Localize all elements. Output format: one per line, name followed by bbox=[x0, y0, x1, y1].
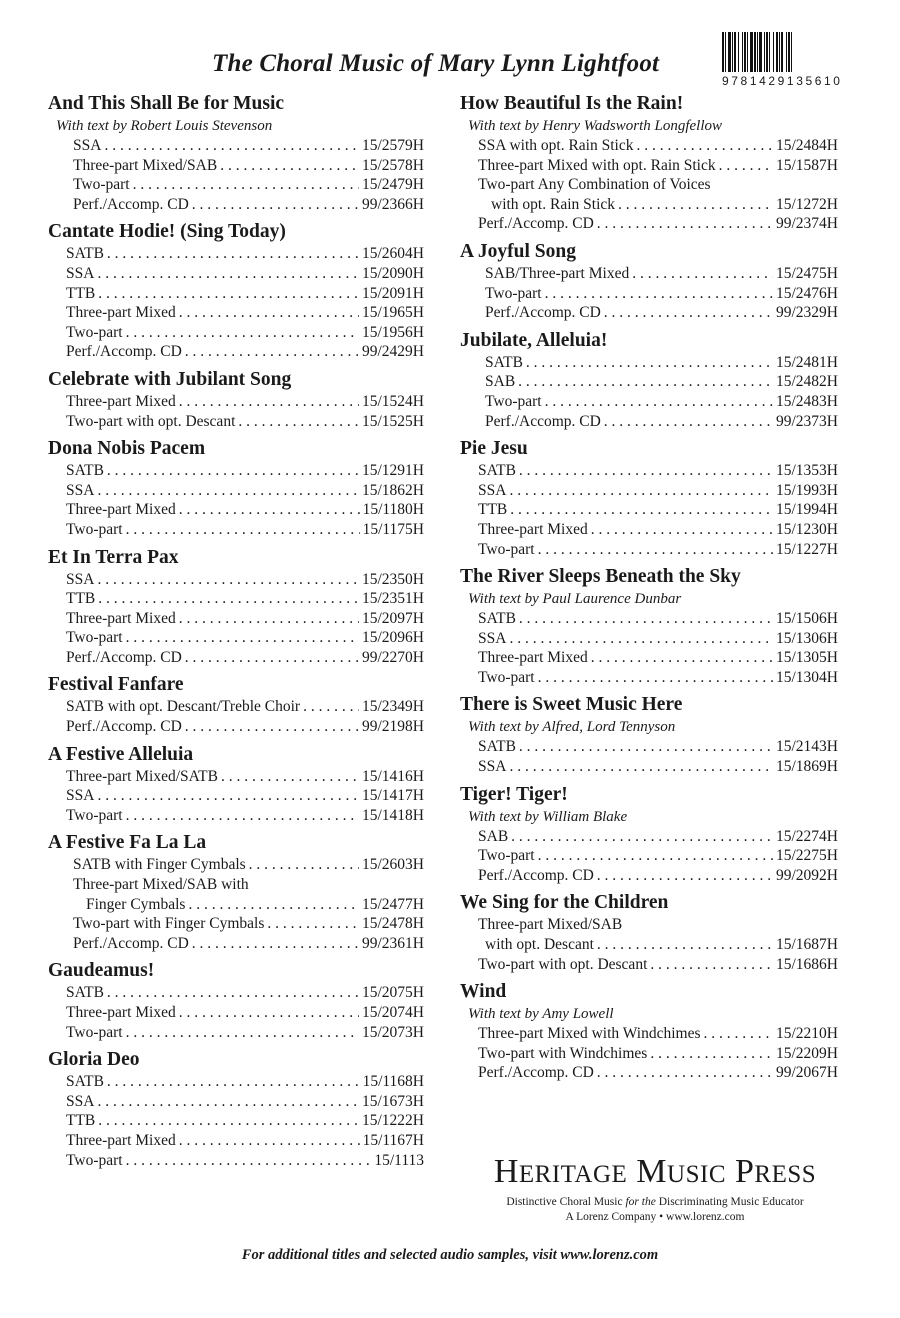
catalog-entry bbox=[460, 284, 838, 304]
catalog-entry bbox=[48, 1131, 424, 1151]
voicing-label: SSA bbox=[478, 629, 507, 647]
voicing-label: Perf./Accomp. CD bbox=[478, 215, 594, 233]
catalog-entry bbox=[48, 195, 424, 215]
catalog-number: 15/1686H bbox=[776, 955, 838, 973]
catalog-number: 15/1305H bbox=[776, 649, 838, 667]
catalog-entry bbox=[460, 520, 838, 540]
catalog-number: 15/1113 bbox=[374, 1151, 424, 1169]
voicing-label: Two-part bbox=[66, 520, 123, 538]
catalog-number: 15/1353H bbox=[776, 462, 838, 480]
voicing-label: SATB bbox=[66, 984, 104, 1002]
section-title: Et In Terra Pax bbox=[48, 546, 179, 568]
catalog-entry bbox=[460, 195, 838, 215]
catalog-entry bbox=[48, 717, 424, 737]
voicing-label: Two-part with opt. Descant bbox=[66, 412, 236, 430]
catalog-number: 15/2578H bbox=[362, 156, 424, 174]
voicing-label: Two-part bbox=[485, 392, 542, 410]
catalog-entry bbox=[48, 1151, 424, 1171]
voicing-label: SAB bbox=[478, 827, 509, 845]
catalog-number: 15/2210H bbox=[776, 1025, 838, 1043]
voicing-label: Two-part bbox=[485, 284, 542, 302]
voicing-label: Three-part Mixed bbox=[66, 609, 176, 627]
catalog-entry bbox=[48, 1003, 424, 1023]
voicing-label: Three-part Mixed bbox=[66, 1004, 176, 1021]
catalog-number: 15/2351H bbox=[362, 590, 424, 608]
catalog-number: 15/1587H bbox=[776, 156, 838, 174]
catalog-entry bbox=[48, 284, 424, 304]
left-column bbox=[48, 92, 424, 1176]
catalog-number: 99/2329H bbox=[776, 304, 838, 322]
voicing-label: TTB bbox=[66, 590, 96, 608]
voicing-label: SATB with Finger Cymbals bbox=[73, 856, 246, 874]
catalog-entry bbox=[48, 1111, 424, 1131]
catalog-number: 99/2092H bbox=[776, 866, 838, 884]
catalog-number: 15/1291H bbox=[362, 462, 424, 480]
catalog-number: 15/2475H bbox=[776, 264, 838, 282]
section-wind bbox=[460, 980, 838, 1083]
section-title: Gloria Deo bbox=[48, 1049, 140, 1071]
voicing-label-line: Three-part Mixed/SAB bbox=[478, 916, 623, 934]
catalog-entry bbox=[48, 914, 424, 934]
catalog-entry bbox=[48, 855, 424, 875]
catalog-entry bbox=[48, 461, 424, 481]
catalog-number: 99/2366H bbox=[362, 195, 424, 213]
catalog-entry bbox=[460, 214, 838, 234]
catalog-number: 15/2275H bbox=[776, 847, 838, 865]
catalog-number: 15/1175H bbox=[362, 520, 424, 538]
catalog-number: 99/2429H bbox=[362, 343, 424, 361]
catalog-entry bbox=[460, 540, 838, 560]
voicing-label: SATB bbox=[478, 610, 516, 628]
section-title: Gaudeamus! bbox=[48, 960, 155, 982]
section-title: How Beautiful Is the Rain! bbox=[460, 93, 684, 114]
voicing-label: SAB/Three-part Mixed bbox=[485, 264, 630, 282]
section-title: A Joyful Song bbox=[460, 240, 576, 262]
voicing-label: SSA bbox=[66, 570, 95, 588]
catalog-number: 15/2349H bbox=[362, 698, 424, 716]
voicing-label: with opt. Rain Stick bbox=[491, 195, 615, 213]
catalog-entry bbox=[48, 1072, 424, 1092]
catalog-entry bbox=[460, 846, 838, 866]
catalog-entry bbox=[48, 412, 424, 432]
section-title: Festival Fanfare bbox=[48, 674, 184, 696]
section-title: We Sing for the Children bbox=[460, 892, 669, 914]
voicing-label: Perf./Accomp. CD bbox=[485, 412, 601, 430]
voicing-label: Two-part bbox=[66, 629, 123, 647]
section-how-beautiful-is-the-rain bbox=[460, 92, 838, 234]
publisher-name: HERITAGE MUSIC PRESS bbox=[493, 1153, 817, 1190]
catalog-number: 15/1180H bbox=[362, 501, 424, 519]
voicing-label: Two-part bbox=[478, 847, 535, 865]
section-gloria-deo bbox=[48, 1048, 424, 1170]
catalog-entry bbox=[460, 303, 838, 323]
catalog-number: 15/2074H bbox=[362, 1004, 424, 1021]
voicing-label: Perf./Accomp. CD bbox=[73, 195, 189, 213]
catalog-number: 15/1965H bbox=[362, 304, 424, 322]
catalog-entry bbox=[460, 136, 838, 156]
catalog-number: 15/1418H bbox=[362, 806, 424, 824]
voicing-label: SSA bbox=[478, 481, 507, 499]
catalog-entry bbox=[460, 609, 838, 629]
voicing-label: Perf./Accomp. CD bbox=[66, 718, 182, 736]
catalog-entry bbox=[460, 1024, 838, 1044]
catalog-number: 15/1167H bbox=[362, 1131, 424, 1149]
voicing-label: SATB bbox=[478, 738, 516, 756]
voicing-label: SSA bbox=[478, 758, 507, 776]
catalog-number: 15/1994H bbox=[776, 501, 838, 519]
catalog-entry bbox=[48, 589, 424, 609]
catalog-number: 15/2482H bbox=[776, 373, 838, 391]
section-subtitle: With text by Henry Wadsworth Longfellow bbox=[468, 118, 723, 134]
catalog-entry bbox=[460, 392, 838, 412]
voicing-label: Three-part Mixed with Windchimes bbox=[478, 1025, 701, 1043]
voicing-label-line: Two-part Any Combination of Voices bbox=[478, 176, 711, 194]
page-title: The Choral Music of Mary Lynn Lightfoot bbox=[212, 50, 660, 77]
section-we-sing-for-the-children bbox=[460, 891, 838, 974]
section-gaudeamus bbox=[48, 959, 424, 1042]
catalog-entry bbox=[460, 1044, 838, 1064]
voicing-label: Perf./Accomp. CD bbox=[66, 648, 182, 666]
section-title: A Festive Fa La La bbox=[48, 832, 207, 854]
catalog-entry bbox=[460, 353, 838, 373]
section-and-this-shall-be-for-music bbox=[48, 92, 424, 214]
catalog-entry bbox=[48, 392, 424, 412]
catalog-entry bbox=[460, 648, 838, 668]
catalog-entry bbox=[460, 668, 838, 688]
catalog-number: 99/2361H bbox=[362, 934, 424, 952]
catalog-number: 15/2075H bbox=[362, 984, 424, 1002]
catalog-entry bbox=[48, 1023, 424, 1043]
section-title: Pie Jesu bbox=[460, 438, 528, 460]
voicing-label: Two-part bbox=[66, 806, 123, 824]
voicing-label: Two-part bbox=[66, 1151, 123, 1169]
catalog-number: 15/1227H bbox=[776, 540, 838, 558]
catalog-entry bbox=[460, 629, 838, 649]
catalog-number: 15/1673H bbox=[362, 1092, 424, 1110]
voicing-label: SATB bbox=[478, 462, 516, 480]
voicing-label: SSA bbox=[66, 1092, 95, 1110]
catalog-number: 15/1862H bbox=[362, 481, 424, 499]
section-there-is-sweet-music-here bbox=[460, 693, 838, 776]
catalog-entry bbox=[48, 342, 424, 362]
catalog-entry bbox=[460, 737, 838, 757]
catalog-number: 15/1417H bbox=[362, 787, 424, 805]
catalog-entry bbox=[48, 136, 424, 156]
section-title: Tiger! Tiger! bbox=[460, 783, 568, 805]
voicing-label: Perf./Accomp. CD bbox=[73, 934, 189, 952]
catalog-number: 15/1525H bbox=[362, 412, 424, 430]
catalog-entry bbox=[48, 934, 424, 954]
catalog-number: 15/1506H bbox=[776, 610, 838, 628]
catalog-entry bbox=[48, 806, 424, 826]
voicing-label: TTB bbox=[478, 501, 508, 519]
catalog-number: 99/2374H bbox=[776, 215, 838, 233]
catalog-number: 15/2274H bbox=[776, 827, 838, 845]
catalog-entry bbox=[48, 156, 424, 176]
voicing-label: Perf./Accomp. CD bbox=[478, 1064, 594, 1082]
catalog-entry bbox=[460, 461, 838, 481]
catalog-entry bbox=[48, 609, 424, 629]
catalog-number: 15/2091H bbox=[362, 284, 424, 302]
catalog-number: 15/2143H bbox=[776, 738, 838, 756]
catalog-number: 15/1416H bbox=[362, 767, 424, 785]
catalog-number: 15/1869H bbox=[776, 758, 838, 776]
voicing-label: Two-part bbox=[73, 176, 130, 194]
catalog-number: 15/1956H bbox=[362, 323, 424, 341]
catalog-entry bbox=[48, 264, 424, 284]
catalog-number: 15/1222H bbox=[362, 1112, 424, 1130]
section-title: Jubilate, Alleluia! bbox=[460, 329, 608, 351]
catalog-entry bbox=[460, 412, 838, 432]
barcode-bars bbox=[722, 32, 852, 72]
catalog-number: 15/2096H bbox=[362, 629, 424, 647]
section-title: There is Sweet Music Here bbox=[460, 694, 683, 716]
catalog-number: 15/2073H bbox=[362, 1023, 424, 1041]
publisher-logo bbox=[490, 1152, 820, 1223]
voicing-label: Two-part bbox=[478, 668, 535, 686]
voicing-label: Two-part bbox=[66, 323, 123, 341]
catalog-entry bbox=[48, 303, 424, 323]
section-title: And This Shall Be for Music bbox=[48, 93, 285, 114]
catalog-entry bbox=[460, 372, 838, 392]
barcode bbox=[722, 32, 852, 88]
section-subtitle: With text by Robert Louis Stevenson bbox=[56, 118, 273, 134]
catalog-number: 15/2090H bbox=[362, 264, 424, 282]
section-et-in-terra-pax bbox=[48, 546, 424, 668]
catalog-number: 15/2481H bbox=[776, 353, 838, 371]
voicing-label: SSA bbox=[66, 481, 95, 499]
catalog-entry bbox=[48, 786, 424, 806]
catalog-entry bbox=[48, 323, 424, 343]
catalog-entry bbox=[48, 648, 424, 668]
catalog-number: 15/2209H bbox=[776, 1044, 838, 1062]
voicing-label: Three-part Mixed/SAB bbox=[73, 156, 218, 174]
publisher-tagline: Distinctive Choral Music for the Discriminating Music Educator bbox=[506, 1196, 804, 1208]
voicing-label: SATB bbox=[66, 1073, 104, 1091]
catalog-entry bbox=[48, 570, 424, 590]
section-cantate-hodie bbox=[48, 220, 424, 362]
catalog-number: 15/2579H bbox=[362, 137, 424, 154]
voicing-label: SAB bbox=[485, 373, 516, 391]
voicing-label: Three-part Mixed with opt. Rain Stick bbox=[478, 156, 716, 174]
catalog-entry bbox=[460, 827, 838, 847]
section-title: A Festive Alleluia bbox=[48, 743, 194, 765]
catalog-entry bbox=[460, 757, 838, 777]
catalog-entry bbox=[48, 481, 424, 501]
voicing-label: SSA bbox=[66, 787, 95, 805]
voicing-label: Two-part with Finger Cymbals bbox=[73, 915, 265, 933]
voicing-label: Three-part Mixed bbox=[66, 1131, 176, 1149]
section-title: The River Sleeps Beneath the Sky bbox=[460, 566, 741, 588]
section-tiger-tiger bbox=[460, 783, 838, 886]
voicing-label: SATB bbox=[66, 462, 104, 480]
catalog-number: 15/2477H bbox=[362, 895, 424, 913]
catalog-number: 15/2479H bbox=[362, 176, 424, 194]
catalog-entry bbox=[48, 244, 424, 264]
voicing-label: Three-part Mixed bbox=[478, 520, 588, 538]
voicing-label: Two-part bbox=[66, 1023, 123, 1041]
catalog-entry bbox=[48, 628, 424, 648]
voicing-label: SATB with opt. Descant/Treble Choir bbox=[66, 698, 301, 716]
voicing-label-line: Three-part Mixed/SAB with bbox=[73, 876, 249, 894]
section-festival-fanfare bbox=[48, 673, 424, 736]
voicing-label: Three-part Mixed bbox=[66, 392, 176, 410]
catalog-entry bbox=[48, 983, 424, 1003]
voicing-label: Three-part Mixed bbox=[66, 501, 176, 519]
voicing-label: Perf./Accomp. CD bbox=[66, 343, 182, 361]
catalog-number: 15/2484H bbox=[776, 137, 838, 154]
catalog-number: 15/2483H bbox=[776, 392, 838, 410]
catalog-entry bbox=[460, 481, 838, 501]
catalog-entry bbox=[460, 955, 838, 975]
catalog-number: 15/1687H bbox=[776, 936, 838, 954]
section-celebrate-with-jubilant-song bbox=[48, 368, 424, 431]
section-subtitle: With text by William Blake bbox=[468, 808, 628, 825]
catalog-number: 15/2476H bbox=[776, 284, 838, 302]
catalog-number: 15/1306H bbox=[776, 629, 838, 647]
section-title: Dona Nobis Pacem bbox=[48, 438, 206, 460]
voicing-label: Finger Cymbals bbox=[86, 895, 186, 913]
voicing-label: TTB bbox=[66, 1112, 96, 1130]
section-title: Wind bbox=[460, 981, 507, 1003]
section-title: Cantate Hodie! (Sing Today) bbox=[48, 221, 286, 243]
catalog-number: 15/2604H bbox=[362, 245, 424, 263]
catalog-number: 99/2067H bbox=[776, 1064, 838, 1082]
section-pie-jesu bbox=[460, 437, 838, 559]
catalog-entry bbox=[48, 175, 424, 195]
catalog-entry bbox=[48, 767, 424, 787]
catalog-number: 15/2603H bbox=[362, 856, 424, 874]
section-a-festive-alleluia bbox=[48, 743, 424, 826]
catalog-entry bbox=[460, 500, 838, 520]
section-jubilate-alleluia bbox=[460, 329, 838, 431]
voicing-label: SSA with opt. Rain Stick bbox=[478, 137, 634, 154]
section-subtitle: With text by Alfred, Lord Tennyson bbox=[468, 719, 676, 736]
catalog-entry bbox=[460, 264, 838, 284]
catalog-number: 15/1993H bbox=[776, 481, 838, 499]
voicing-label: TTB bbox=[66, 284, 96, 302]
catalog-number: 15/1304H bbox=[776, 668, 838, 686]
catalog-entry bbox=[460, 156, 838, 176]
voicing-label: with opt. Descant bbox=[485, 936, 594, 954]
catalog-entry bbox=[460, 1063, 838, 1083]
voicing-label: Perf./Accomp. CD bbox=[478, 866, 594, 884]
catalog-number: 15/2478H bbox=[362, 915, 424, 933]
section-subtitle: With text by Amy Lowell bbox=[468, 1006, 614, 1023]
right-column bbox=[460, 92, 838, 1089]
voicing-label: Two-part with Windchimes bbox=[478, 1044, 648, 1062]
catalog-entry bbox=[48, 520, 424, 540]
catalog-number: 99/2198H bbox=[362, 718, 424, 736]
catalog-number: 99/2270H bbox=[362, 648, 424, 666]
voicing-label: Two-part with opt. Descant bbox=[478, 955, 648, 973]
catalog-number: 15/2097H bbox=[362, 609, 424, 627]
voicing-label: Three-part Mixed bbox=[478, 649, 588, 667]
voicing-label: Three-part Mixed bbox=[66, 304, 176, 322]
voicing-label: SATB bbox=[66, 245, 104, 263]
section-title: Celebrate with Jubilant Song bbox=[48, 368, 292, 390]
catalog-entry bbox=[48, 697, 424, 717]
voicing-label: SSA bbox=[73, 137, 102, 154]
publisher-subline: A Lorenz Company • www.lorenz.com bbox=[565, 1211, 745, 1223]
voicing-label: Two-part bbox=[478, 540, 535, 558]
section-dona-nobis-pacem bbox=[48, 437, 424, 539]
section-subtitle: With text by Paul Laurence Dunbar bbox=[468, 591, 682, 608]
catalog-number: 15/2350H bbox=[362, 570, 424, 588]
section-the-river-sleeps bbox=[460, 565, 838, 687]
catalog-entry bbox=[460, 935, 838, 955]
catalog-entry bbox=[48, 1092, 424, 1112]
voicing-label: Perf./Accomp. CD bbox=[485, 304, 601, 322]
voicing-label: Three-part Mixed/SATB bbox=[66, 767, 218, 785]
catalog-number: 99/2373H bbox=[776, 412, 838, 430]
catalog-entry bbox=[48, 500, 424, 520]
section-a-joyful-song bbox=[460, 240, 838, 323]
catalog-number: 15/1524H bbox=[362, 392, 424, 410]
catalog-number: 15/1230H bbox=[776, 520, 838, 538]
footer-note: For additional titles and selected audio samples, visit www.lorenz.com bbox=[241, 1247, 659, 1263]
catalog-number: 15/1168H bbox=[362, 1073, 424, 1091]
voicing-label: SSA bbox=[66, 264, 95, 282]
catalog-entry bbox=[460, 866, 838, 886]
catalog-number: 15/1272H bbox=[776, 195, 838, 213]
isbn-number: 9781429135610 bbox=[722, 74, 843, 88]
section-a-festive-fa-la-la bbox=[48, 831, 424, 953]
catalog-entry bbox=[48, 895, 424, 915]
voicing-label: SATB bbox=[485, 353, 523, 371]
